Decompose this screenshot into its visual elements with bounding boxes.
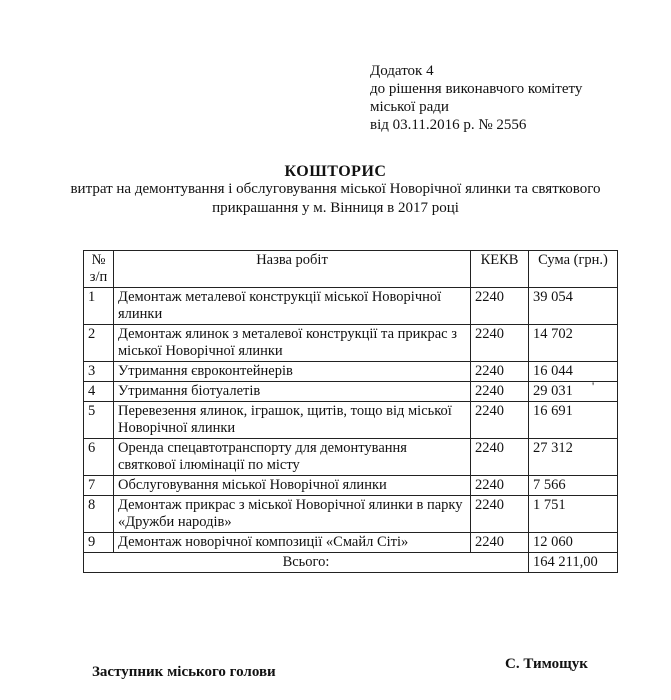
row-sum: 12 060 (529, 533, 618, 553)
header-name: Назва робіт (114, 251, 471, 288)
appendix-line-2: до рішення виконавчого комітету (370, 81, 583, 97)
document-subtitle (0, 180, 671, 218)
row-kekv: 2240 (471, 496, 529, 533)
appendix-line-4: від 03.11.2016 р. № 2556 (370, 117, 527, 133)
row-kekv: 2240 (471, 325, 529, 362)
header-num-line-1: № (91, 252, 106, 268)
table-row (84, 402, 618, 439)
table-row (84, 476, 618, 496)
row-sum: 7 566 (529, 476, 618, 496)
header-sum: Сума (грн.) (529, 251, 618, 288)
row-kekv: 2240 (471, 476, 529, 496)
row-kekv: 2240 (471, 533, 529, 553)
row-name: Оренда спецавтотранспорту для демонтування святкової ілюмінації по місту (114, 439, 471, 476)
row-kekv: 2240 (471, 288, 529, 325)
stray-mark: ' (592, 379, 595, 393)
row-name: Демонтаж прикрас з міської Новорічної ялинки в парку «Дружби народів» (114, 496, 471, 533)
total-row (84, 553, 618, 573)
row-kekv: 2240 (471, 402, 529, 439)
row-name: Демонтаж новорічної композиції «Смайл Сіті» (114, 533, 471, 553)
row-name: Обслуговування міської Новорічної ялинки (114, 476, 471, 496)
row-num: 2 (84, 325, 114, 362)
table-row (84, 288, 618, 325)
subtitle-line-2: прикрашання у м. Вінниця в 2017 році (212, 200, 459, 216)
row-num: 4 (84, 382, 114, 402)
signer-name: С. Тимощук (505, 656, 588, 672)
appendix-note (370, 62, 582, 134)
table-row (84, 325, 618, 362)
estimate-table (83, 250, 618, 573)
appendix-line-1: Додаток 4 (370, 63, 434, 79)
subtitle-line-1: витрат на демонтування і обслуговування міської Новорічної ялинки та святкового (70, 181, 601, 197)
row-num: 3 (84, 362, 114, 382)
table-row (84, 533, 618, 553)
total-value: 164 211,00 (529, 553, 618, 573)
header-kekv: КЕКВ (471, 251, 529, 288)
row-name: Перевезення ялинок, іграшок, щитів, тощо від міської Новорічної ялинки (114, 402, 471, 439)
header-num-line-2: з/п (89, 269, 108, 285)
row-sum: 1 751 (529, 496, 618, 533)
row-kekv: 2240 (471, 439, 529, 476)
row-sum: 39 054 (529, 288, 618, 325)
row-num: 5 (84, 402, 114, 439)
row-kekv: 2240 (471, 362, 529, 382)
row-sum: 14 702 (529, 325, 618, 362)
table-header-row (84, 251, 618, 288)
row-num: 8 (84, 496, 114, 533)
row-name: Демонтаж ялинок з металевої конструкції та прикрас з міської Новорічної ялинки (114, 325, 471, 362)
row-sum: 27 312 (529, 439, 618, 476)
row-num: 7 (84, 476, 114, 496)
row-num: 6 (84, 439, 114, 476)
table-row (84, 382, 618, 402)
table-row (84, 439, 618, 476)
row-num: 9 (84, 533, 114, 553)
total-label: Всього: (84, 553, 529, 573)
signer-title: Заступник міського голови (92, 664, 276, 680)
row-name: Утримання євроконтейнерів (114, 362, 471, 382)
header-num (84, 251, 114, 288)
row-name: Демонтаж металевої конструкції міської Новорічної ялинки (114, 288, 471, 325)
table-row (84, 362, 618, 382)
row-sum: 29 031 (529, 382, 618, 402)
row-num: 1 (84, 288, 114, 325)
appendix-line-3: міської ради (370, 99, 449, 115)
document-title: КОШТОРИС (284, 163, 387, 180)
row-kekv: 2240 (471, 382, 529, 402)
row-sum: 16 044 (529, 362, 618, 382)
row-sum: 16 691 (529, 402, 618, 439)
table-row (84, 496, 618, 533)
row-name: Утримання біотуалетів (114, 382, 471, 402)
